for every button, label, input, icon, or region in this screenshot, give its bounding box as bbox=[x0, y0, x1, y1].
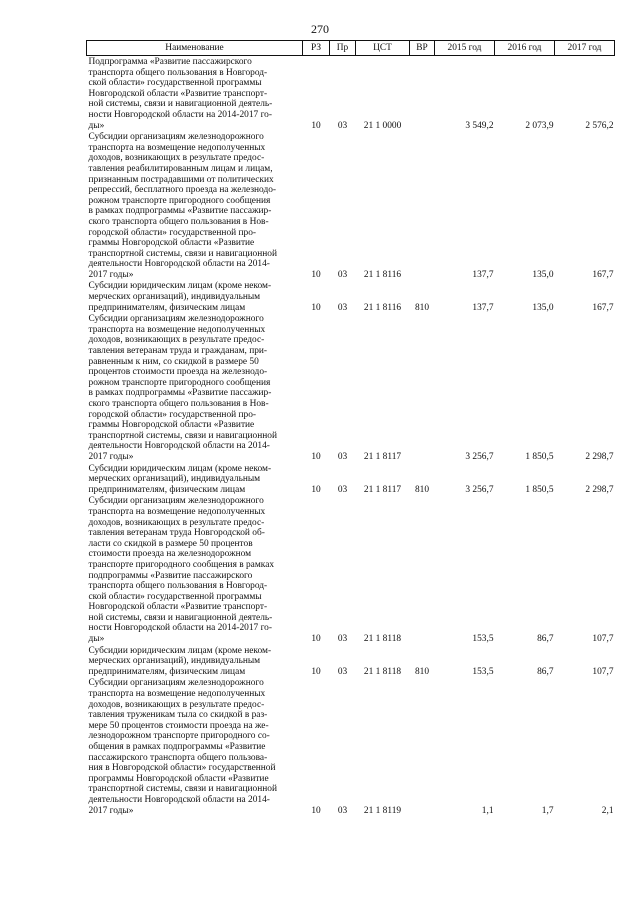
row-2016-cell: 135,0 bbox=[532, 269, 554, 280]
row-rz-cell: 10 bbox=[311, 805, 321, 816]
row-name-line: Субсидии организациям железнодорожного bbox=[88, 496, 264, 507]
row-pr-cell: 03 bbox=[337, 451, 348, 462]
row-2015-cell: 153,5 bbox=[472, 634, 494, 645]
row-rz-cell: 10 bbox=[311, 634, 321, 645]
row-name-line: транспорта общего пользования в Новгород- bbox=[88, 581, 268, 592]
row-2016-cell: 135,0 bbox=[532, 302, 554, 313]
row-2017-cell: 107,7 bbox=[592, 666, 614, 677]
row-name-line: граммы Новгородской области «Развитие bbox=[88, 420, 255, 431]
row-name-line: тавления ветеранам труда Новгородской об- bbox=[88, 528, 265, 539]
row-vr-cell bbox=[410, 495, 435, 644]
header-2015: 2015 год bbox=[435, 41, 495, 56]
row-2016-cell: 1,7 bbox=[541, 805, 554, 816]
row-vr-cell: 810 bbox=[414, 484, 430, 495]
row-vr-cell bbox=[410, 677, 435, 816]
row-name-line: доходов, возникающих в результате предос- bbox=[88, 335, 265, 346]
row-name-line: рожном транспорте пригородного сообщения bbox=[88, 195, 271, 206]
row-name-cell bbox=[87, 313, 303, 462]
row-name-line: тавления реабилитированным лицам и лицам, bbox=[88, 163, 273, 174]
row-name-line: ной системы, связи и навигационной деятель- bbox=[88, 99, 273, 110]
row-name-line: процентов стоимости проезда на железнодо- bbox=[88, 367, 268, 378]
row-name-line: Новгородской области «Развитие транспорт- bbox=[88, 88, 268, 99]
row-name-line: транспорта на возмещение недополученных bbox=[88, 506, 266, 517]
row-2015-cell: 3 549,2 bbox=[465, 120, 494, 131]
row-name-line: доходов, возникающих в результате предос- bbox=[88, 153, 265, 164]
row-name-line: предпринимателям, физическим лицам bbox=[88, 666, 246, 677]
row-2017-cell: 107,7 bbox=[592, 634, 614, 645]
row-name-line: подпрограммы «Развитие пассажирского bbox=[88, 570, 253, 581]
row-2017-cell: 167,7 bbox=[592, 269, 614, 280]
row-2017-cell: 167,7 bbox=[592, 302, 614, 313]
row-name-line: 2017 годы» bbox=[88, 269, 134, 280]
row-name-cell bbox=[87, 131, 303, 280]
row-name-line: деятельности Новгородской области на 2014- bbox=[88, 259, 270, 270]
row-name-line: в рамках подпрограммы «Развитие пассажир- bbox=[88, 388, 272, 399]
row-name-line: предпринимателям, физическим лицам bbox=[88, 484, 246, 495]
row-name-line: пассажирского транспорта общего пользова- bbox=[88, 752, 268, 763]
row-2015-cell: 137,7 bbox=[472, 269, 494, 280]
row-pr-cell: 03 bbox=[337, 120, 348, 131]
row-2016-cell: 86,7 bbox=[537, 666, 554, 677]
budget-table bbox=[86, 40, 615, 816]
row-2015-cell: 137,7 bbox=[472, 302, 494, 313]
page-number: 270 bbox=[311, 22, 329, 36]
row-vr-cell: 810 bbox=[414, 666, 430, 677]
row-2017-cell: 2 298,7 bbox=[585, 451, 614, 462]
row-name-line: граммы Новгородской области «Развитие bbox=[88, 238, 255, 249]
row-name-line: общения в рамках подпрограммы «Развитие bbox=[88, 742, 266, 752]
row-2015-cell: 153,5 bbox=[472, 666, 494, 677]
header-pr: Пр bbox=[330, 41, 356, 56]
row-rz-cell: 10 bbox=[311, 484, 321, 495]
table-header-row bbox=[87, 41, 615, 56]
row-name-line: транспорте пригородного сообщения в рамках bbox=[88, 559, 275, 570]
row-vr-cell bbox=[410, 131, 435, 280]
row-rz-cell: 10 bbox=[311, 666, 321, 677]
row-name-cell bbox=[87, 56, 303, 132]
row-2016-cell: 86,7 bbox=[537, 634, 554, 645]
header-2017: 2017 год bbox=[555, 41, 615, 56]
row-2015-cell: 1,1 bbox=[481, 805, 494, 816]
row-name-line: ной системы, связи и навигационной деятель- bbox=[88, 612, 273, 623]
row-rz-cell: 10 bbox=[311, 120, 321, 131]
row-name-line: 2017 годы» bbox=[88, 805, 134, 816]
row-name-line: Субсидии юридическим лицам (кроме неком- bbox=[88, 281, 272, 292]
row-pr-cell: 03 bbox=[337, 666, 348, 677]
row-2017-cell: 2 576,2 bbox=[585, 120, 614, 131]
row-cst-cell: 21 1 8116 bbox=[363, 302, 402, 313]
row-name-line: транспорта общего пользования в Новгород- bbox=[88, 67, 268, 78]
row-name-line: транспортной системы, связи и навигационной bbox=[88, 248, 277, 259]
row-name-line: доходов, возникающих в результате предос- bbox=[88, 517, 265, 528]
header-name: Наименование bbox=[87, 41, 303, 56]
row-name-line: Субсидии юридическим лицам (кроме неком- bbox=[88, 463, 272, 474]
row-name-line: Субсидии организациям железнодорожного bbox=[88, 678, 264, 689]
row-name-line: ской области» государственной программы bbox=[88, 78, 262, 89]
row-name-cell bbox=[87, 280, 303, 313]
row-name-line: Подпрограмма «Развитие пассажирского bbox=[88, 57, 252, 67]
header-cst: ЦСТ bbox=[356, 41, 410, 56]
row-name-line: Новгородской области «Развитие транспорт- bbox=[88, 602, 268, 613]
row-cst-cell: 21 1 8119 bbox=[363, 805, 402, 816]
row-name-line: рожном транспорте пригородного сообщения bbox=[88, 377, 271, 388]
table-row bbox=[87, 495, 615, 644]
row-name-line: репрессий, бесплатного проезда на железнодо- bbox=[88, 185, 277, 196]
row-name-line: ды» bbox=[88, 634, 105, 645]
table-row bbox=[87, 463, 615, 496]
row-2016-cell: 1 850,5 bbox=[525, 484, 554, 495]
row-name-line: ского транспорта общего пользования в Нов- bbox=[88, 399, 269, 409]
row-2015-cell: 3 256,7 bbox=[465, 484, 494, 495]
row-name-line: признанным пострадавшими от политических bbox=[88, 174, 274, 185]
header-2016: 2016 год bbox=[495, 41, 555, 56]
row-name-line: Субсидии юридическим лицам (кроме неком- bbox=[88, 645, 272, 656]
row-pr-cell: 03 bbox=[337, 269, 348, 280]
row-name-cell bbox=[87, 463, 303, 496]
row-name-line: ды» bbox=[88, 120, 105, 131]
row-name-line: ской области» государственной программы bbox=[88, 591, 262, 602]
row-name-line: деятельности Новгородской области на 2014- bbox=[88, 441, 270, 452]
row-name-line: тавления труженикам тыла со скидкой в раз- bbox=[88, 710, 268, 721]
table-row bbox=[87, 677, 615, 816]
row-pr-cell: 03 bbox=[337, 302, 348, 313]
row-cst-cell: 21 1 8118 bbox=[363, 634, 402, 645]
table-row bbox=[87, 280, 615, 313]
row-2015-cell: 3 256,7 bbox=[465, 451, 494, 462]
row-name-line: мере 50 процентов стоимости проезда на же- bbox=[88, 720, 269, 731]
row-name-line: ского транспорта общего пользования в Нов- bbox=[88, 216, 269, 227]
header-rz: РЗ bbox=[303, 41, 330, 56]
row-name-cell bbox=[87, 495, 303, 644]
row-name-line: доходов, возникающих в результате предос- bbox=[88, 699, 265, 710]
row-name-line: мерческих организаций), индивидуальным bbox=[88, 656, 261, 667]
row-name-cell bbox=[87, 677, 303, 816]
row-name-line: ности Новгородской области на 2014-2017 го- bbox=[88, 623, 272, 634]
row-name-line: деятельности Новгородской области на 2014- bbox=[88, 794, 270, 805]
row-name-line: программы Новгородской области «Развитие bbox=[88, 773, 269, 784]
table-row bbox=[87, 131, 615, 280]
row-name-line: в рамках подпрограммы «Развитие пассажир- bbox=[88, 206, 272, 217]
row-pr-cell: 03 bbox=[337, 805, 348, 816]
row-name-line: ния в Новгородской области» государственной bbox=[88, 763, 276, 774]
row-2016-cell: 1 850,5 bbox=[525, 451, 554, 462]
row-name-line: 2017 годы» bbox=[88, 451, 134, 462]
row-name-line: городской области» государственной про- bbox=[88, 227, 257, 238]
row-name-line: транспортной системы, связи и навигационной bbox=[88, 784, 277, 795]
row-name-line: транспорта на возмещение недополученных bbox=[88, 142, 266, 153]
row-name-line: транспорта на возмещение недополученных bbox=[88, 324, 266, 335]
row-2016-cell: 2 073,9 bbox=[525, 120, 554, 131]
table-row bbox=[87, 645, 615, 678]
row-2017-cell: 2 298,7 bbox=[585, 484, 614, 495]
row-name-line: тавления ветеранам труда и гражданам, при- bbox=[88, 346, 268, 357]
row-name-line: транспорта на возмещение недополученных bbox=[88, 689, 266, 700]
row-name-line: ласти со скидкой в размере 50 процентов bbox=[88, 538, 253, 549]
row-vr-cell bbox=[410, 56, 435, 132]
row-cst-cell: 21 1 8118 bbox=[363, 666, 402, 677]
row-name-line: Субсидии организациям железнодорожного bbox=[88, 132, 264, 143]
row-pr-cell: 03 bbox=[337, 634, 348, 645]
row-name-line: Субсидии организациям железнодорожного bbox=[88, 314, 264, 325]
row-name-line: стоимости проезда на железнодорожном bbox=[88, 549, 252, 560]
row-cst-cell: 21 1 8117 bbox=[363, 484, 402, 495]
row-2017-cell: 2,1 bbox=[601, 805, 614, 816]
row-pr-cell: 03 bbox=[337, 484, 348, 495]
table-row bbox=[87, 56, 615, 132]
row-name-line: равненным к ним, со скидкой в размере 50 bbox=[88, 356, 259, 367]
row-name-cell bbox=[87, 645, 303, 678]
row-vr-cell bbox=[410, 313, 435, 462]
header-vr: ВР bbox=[410, 41, 435, 56]
table-row bbox=[87, 313, 615, 462]
row-name-line: мерческих организаций), индивидуальным bbox=[88, 474, 261, 485]
row-name-line: мерческих организаций), индивидуальным bbox=[88, 292, 261, 303]
row-rz-cell: 10 bbox=[311, 302, 321, 313]
row-cst-cell: 21 1 0000 bbox=[363, 120, 402, 131]
row-vr-cell: 810 bbox=[414, 302, 430, 313]
table-body bbox=[87, 56, 615, 817]
row-name-line: предпринимателям, физическим лицам bbox=[88, 302, 246, 313]
row-name-line: транспортной системы, связи и навигационной bbox=[88, 430, 277, 441]
row-name-line: ности Новгородской области на 2014-2017 го- bbox=[88, 109, 272, 120]
row-rz-cell: 10 bbox=[311, 269, 321, 280]
row-cst-cell: 21 1 8117 bbox=[363, 451, 402, 462]
row-name-line: лезнодорожном транспорте пригородного со- bbox=[88, 731, 270, 742]
row-cst-cell: 21 1 8116 bbox=[363, 269, 402, 280]
row-name-line: городской области» государственной про- bbox=[88, 409, 257, 420]
row-rz-cell: 10 bbox=[311, 451, 321, 462]
